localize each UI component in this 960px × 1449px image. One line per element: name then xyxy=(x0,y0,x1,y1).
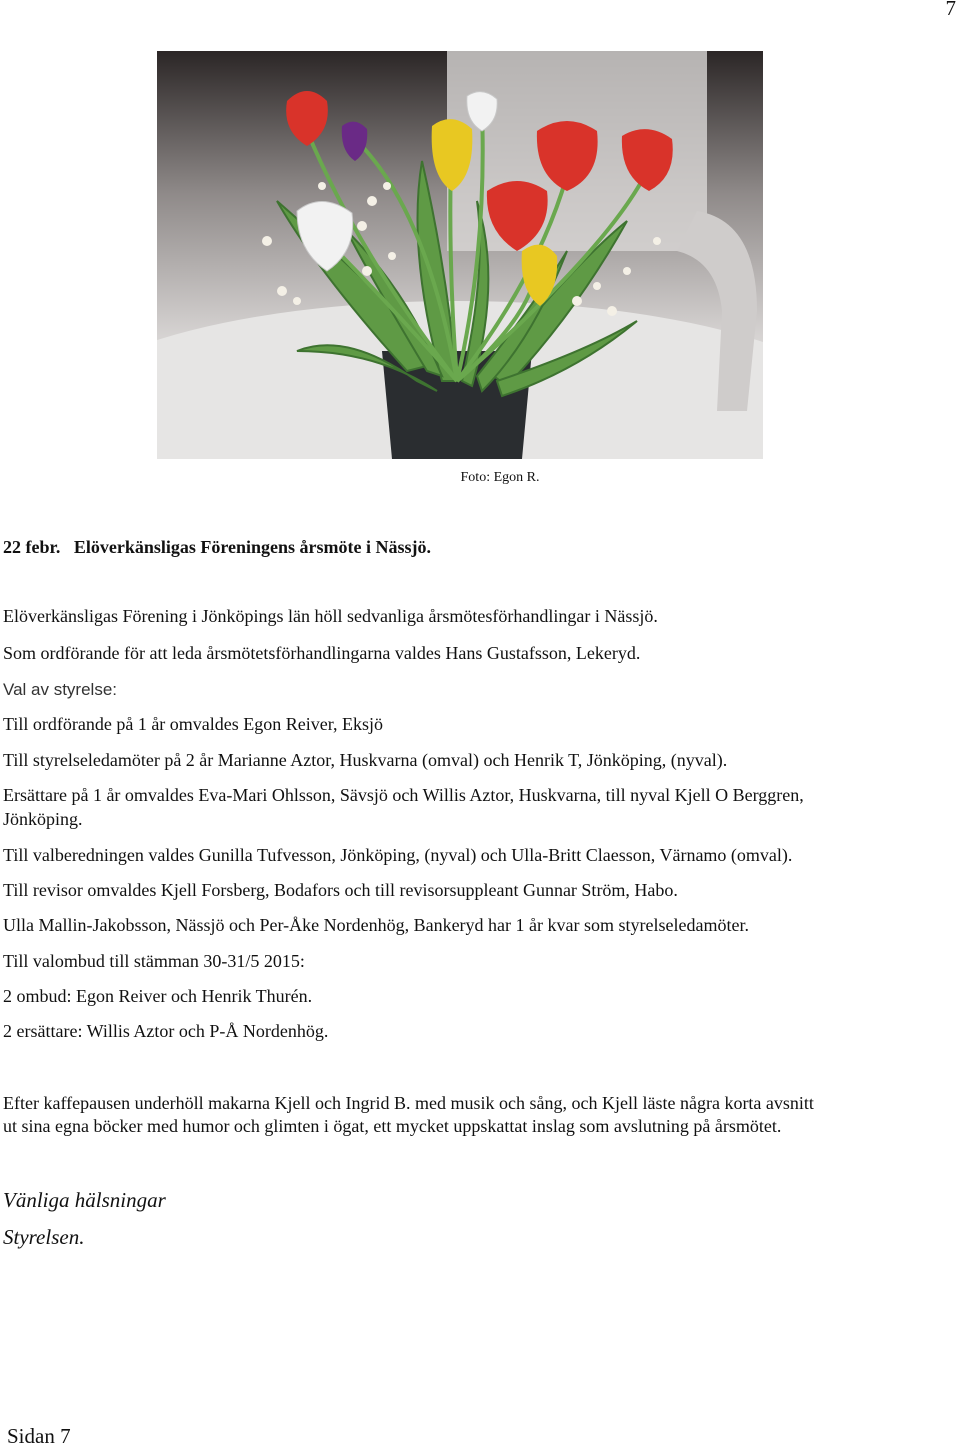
body-line: Ulla Mallin-Jakobsson, Nässjö och Per-Åke Nordenhög, Bankeryd har 1 år kvar som styrelseledamöter. xyxy=(3,915,749,935)
article-heading: 22 febr. Elöverkänsligas Föreningens årsmöte i Nässjö. xyxy=(3,537,432,557)
body-line: Till ordförande på 1 år omvaldes Egon Reiver, Eksjö xyxy=(3,714,384,734)
page-number-top: 7 xyxy=(945,0,956,20)
body-line: Ersättare på 1 år omvaldes Eva-Mari Ohlsson, Sävsjö och Willis Aztor, Huskvarna, till nyval Kjell O Berggren, xyxy=(3,785,804,805)
greeting: Vänliga hälsningar xyxy=(3,1188,166,1212)
page-footer: Sidan 7 xyxy=(7,1424,71,1448)
body-line: Till valombud till stämman 30-31/5 2015: xyxy=(3,951,305,971)
photo-caption: Foto: Egon R. xyxy=(460,470,540,485)
closing-paragraph-line: Efter kaffepausen underhöll makarna Kjell och Ingrid B. med musik och sång, och Kjell läste några korta avsnitt xyxy=(3,1093,814,1113)
intro-line: Som ordförande för att leda årsmötetsförhandlingarna valdes Hans Gustafsson, Lekeryd. xyxy=(3,643,641,663)
signature: Styrelsen. xyxy=(3,1225,85,1249)
body-line: Till revisor omvaldes Kjell Forsberg, Bodafors och till revisorsuppleant Gunnar Ström, Habo. xyxy=(3,880,678,900)
closing-paragraph-line: ut sina egna böcker med humor och glimten i ögat, ett mycket uppskattat inslag som avslutning på årsmötet. xyxy=(3,1116,782,1136)
tulip-bouquet-photo xyxy=(157,51,763,459)
body-line: Jönköping. xyxy=(3,809,83,829)
body-line: Val av styrelse: xyxy=(3,680,118,699)
intro-line: Elöverkänsligas Förening i Jönköpings län höll sedvanliga årsmötesförhandlingar i Nässjö. xyxy=(3,606,658,626)
body-line: 2 ersättare: Willis Aztor och P-Å Nordenhög. xyxy=(3,1021,329,1041)
body-line: Till styrelseledamöter på 2 år Marianne Aztor, Huskvarna (omval) och Henrik T, Jönköping, (nyval). xyxy=(3,750,728,770)
body-line: Till valberedningen valdes Gunilla Tufvesson, Jönköping, (nyval) och Ulla-Britt Claesson, Värnamo (omval). xyxy=(3,845,793,865)
body-line: 2 ombud: Egon Reiver och Henrik Thurén. xyxy=(3,986,313,1006)
